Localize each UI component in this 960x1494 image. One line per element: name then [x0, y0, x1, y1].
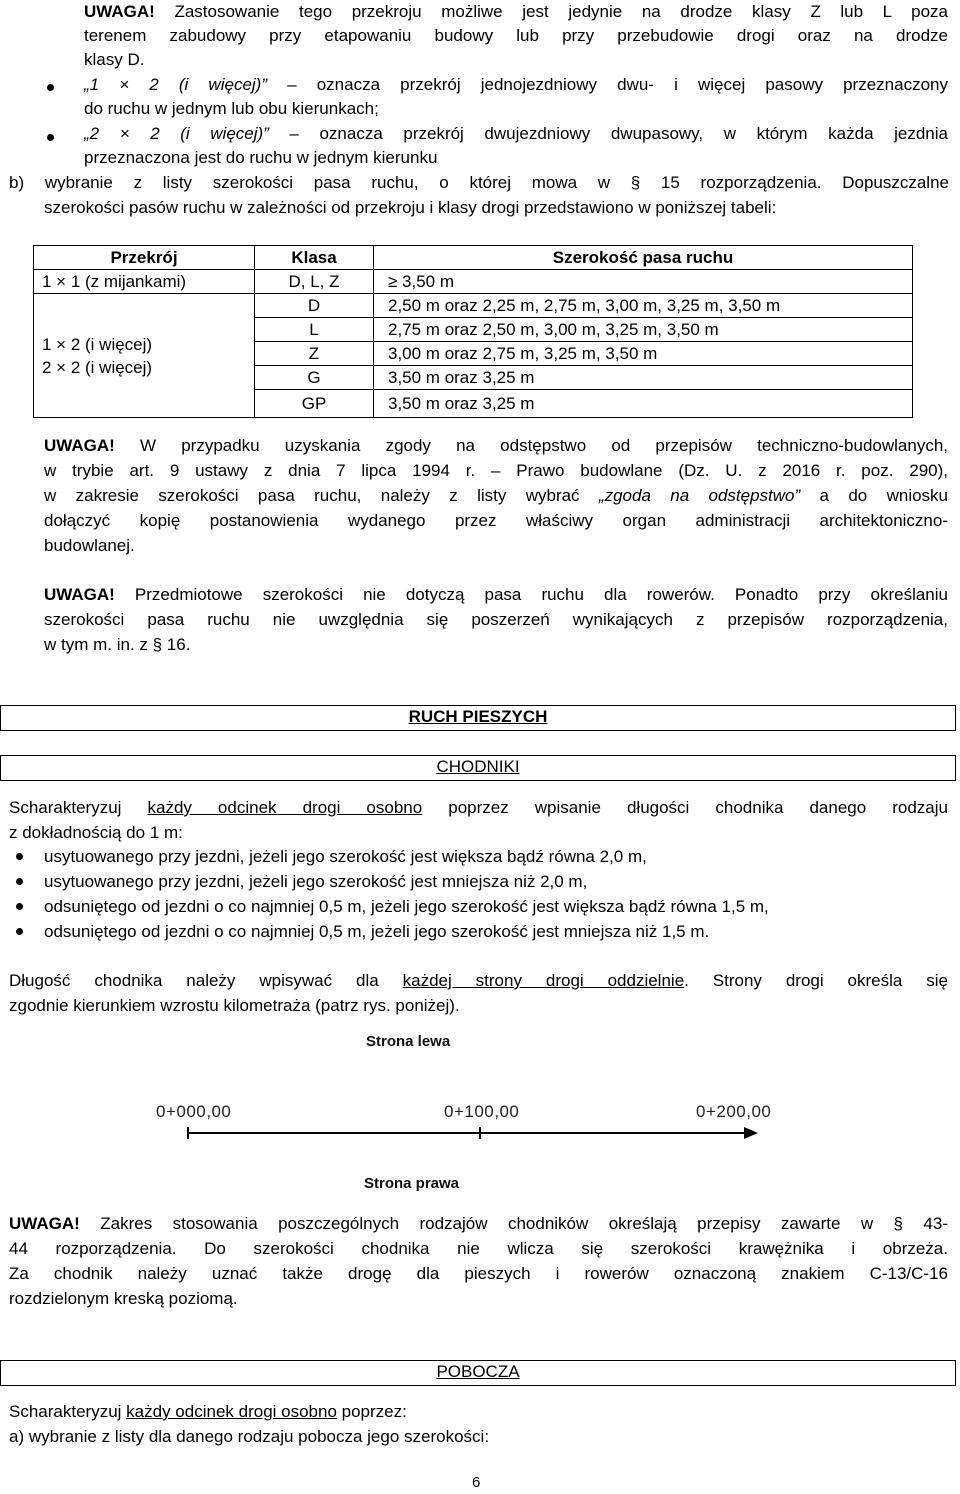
- list-item: odsuniętego od jezdni o co najmniej 0,5 m, jeżeli jego szerokość jest mniejsza niż 1,5 m.: [44, 922, 710, 941]
- table-cell: 3,00 m oraz 2,75 m, 3,25 m, 3,50 m: [374, 342, 913, 366]
- table-cell: GP: [255, 390, 374, 418]
- warning-line: rozdzielonym kreską poziomą.: [9, 1289, 238, 1308]
- bullet-icon: [16, 853, 23, 860]
- section-heading-ruch-pieszych: RUCH PIESZYCH: [0, 705, 956, 731]
- chodniki-line: zgodnie kierunkiem wzrostu kilometraża (patrz rys. poniżej).: [9, 996, 460, 1015]
- table-cell: ≥ 3,50 m: [374, 270, 913, 294]
- bullet-item: „2 × 2 (i więcej)” – oznacza przekrój dwujezdniowy dwupasowy, w którym każda jezdnia: [84, 124, 948, 143]
- list-item: odsuniętego od jezdni o co najmniej 0,5 m, jeżeli jego szerokość jest większa bądź równa 1,5 m,: [44, 897, 769, 916]
- bullet-icon: [16, 903, 23, 910]
- chainage-label: 0+000,00: [156, 1102, 232, 1121]
- warning-line: szerokości pasa ruchu nie uwzględnia się poszerzeń wynikających z przepisów rozporządzenia,: [44, 610, 948, 629]
- warning-line: klasy D.: [84, 50, 145, 69]
- chodniki-paragraph-2: Długość chodnika należy wpisywać dla każdej strony drogi oddzielnie. Strony drogi określa się: [9, 971, 948, 990]
- warning-line: w trybie art. 9 ustawy z dnia 7 lipca 1994 r. – Prawo budowlane (Dz. U. z 2016 r. poz. 290),: [44, 461, 948, 480]
- table-cell: G: [255, 366, 374, 390]
- table-header: Klasa: [255, 246, 374, 270]
- item-b: b) wybranie z listy szerokości pasa ruchu, o której mowa w § 15 rozporządzenia. Dopuszczalne: [9, 173, 949, 192]
- road-sides-diagram: [150, 1030, 810, 1200]
- warning-paragraph-1: UWAGA! Zastosowanie tego przekroju możliwe jest jedynie na drodze klasy Z lub L poza: [84, 2, 948, 21]
- list-item: usytuowanego przy jezdni, jeżeli jego szerokość jest większa bądź równa 2,0 m,: [44, 847, 647, 866]
- item-b-line: szerokości pasów ruchu w zależności od przekroju i klasy drogi przedstawiono w poniższej tabeli:: [44, 198, 777, 217]
- chodniki-paragraph: Scharakteryzuj każdy odcinek drogi osobno poprzez wpisanie długości chodnika danego rodzaju: [9, 798, 948, 817]
- warning-line: Za chodnik należy uznać także drogę dla pieszych i rowerów oznaczoną znakiem C-13/C-16: [9, 1264, 948, 1283]
- right-side-label: Strona prawa: [364, 1175, 460, 1192]
- table-header: Szerokość pasa ruchu: [374, 246, 913, 270]
- warning-label: UWAGA!: [84, 2, 155, 21]
- bullet-line: przeznaczona jest do ruchu w jednym kierunku: [84, 148, 438, 167]
- page-number: 6: [472, 1474, 481, 1491]
- warning-paragraph-4: UWAGA! Zakres stosowania poszczególnych rodzajów chodników określają przepisy zawarte w § 43-: [9, 1214, 948, 1233]
- table-cell: 3,50 m oraz 3,25 m: [374, 366, 913, 390]
- table-cell: 1 × 1 (z mijankami): [34, 270, 255, 294]
- bullet-item: „1 × 2 (i więcej)” – oznacza przekrój jednojezdniowy dwu- i więcej pasowy przeznaczony: [84, 75, 948, 94]
- warning-line: dołączyć kopię postanowienia wydanego przez właściwy organ administracji architektoniczno-: [44, 511, 948, 530]
- section-heading-pobocza: POBOCZA: [0, 1360, 956, 1386]
- table-header-row: [34, 246, 913, 270]
- chainage-label: 0+200,00: [696, 1102, 772, 1121]
- table-header: Przekrój: [34, 246, 255, 270]
- table-cell: L: [255, 318, 374, 342]
- warning-paragraph-3: UWAGA! Przedmiotowe szerokości nie dotyczą pasa ruchu dla rowerów. Ponadto przy określaniu: [44, 585, 948, 604]
- table-cell: 2,50 m oraz 2,25 m, 2,75 m, 3,00 m, 3,25 m, 3,50 m: [374, 294, 913, 318]
- warning-line: budowlanej.: [44, 536, 135, 555]
- table-cell: Z: [255, 342, 374, 366]
- table-row: [34, 294, 913, 318]
- pobocza-item-a: a) wybranie z listy dla danego rodzaju pobocza jego szerokości:: [9, 1427, 490, 1446]
- bullet-icon: [16, 878, 23, 885]
- bullet-icon: [47, 84, 54, 91]
- bullet-line: do ruchu w jednym lub obu kierunkach;: [84, 99, 379, 118]
- table-cell: D, L, Z: [255, 270, 374, 294]
- table-row: [34, 270, 913, 294]
- bullet-icon: [16, 928, 23, 935]
- lane-width-table: [33, 245, 913, 418]
- list-item: usytuowanego przy jezdni, jeżeli jego szerokość jest mniejsza niż 2,0 m,: [44, 872, 588, 891]
- bullet-icon: [47, 134, 54, 141]
- warning-line: w zakresie szerokości pasa ruchu, należy z listy wybrać „zgoda na odstępstwo” a do wniosku: [44, 486, 949, 505]
- table-cell: 3,50 m oraz 3,25 m: [374, 390, 913, 418]
- pobocza-paragraph: Scharakteryzuj każdy odcinek drogi osobno poprzez:: [9, 1402, 407, 1421]
- warning-line: terenem zabudowy przy etapowaniu budowy lub przy przebudowie drogi oraz na drodze: [84, 26, 948, 45]
- table-cell: D: [255, 294, 374, 318]
- chodniki-line: z dokładnością do 1 m:: [9, 823, 183, 842]
- table-group-cell: 1 × 2 (i więcej) 2 × 2 (i więcej): [34, 294, 255, 418]
- section-heading-chodniki: CHODNIKI: [0, 755, 956, 781]
- table-cell: 2,75 m oraz 2,50 m, 3,00 m, 3,25 m, 3,50 m: [374, 318, 913, 342]
- warning-paragraph-2: UWAGA! W przypadku uzyskania zgody na odstępstwo od przepisów techniczno-budowlanych,: [44, 436, 948, 455]
- chainage-label: 0+100,00: [444, 1102, 520, 1121]
- left-side-label: Strona lewa: [366, 1033, 451, 1050]
- chainage-axis-arrow: [150, 1125, 810, 1145]
- warning-line: 44 rozporządzenia. Do szerokości chodnika nie wlicza się szerokości krawężnika i obrzeża.: [9, 1239, 948, 1258]
- warning-line: w tym m. in. z § 16.: [44, 635, 191, 654]
